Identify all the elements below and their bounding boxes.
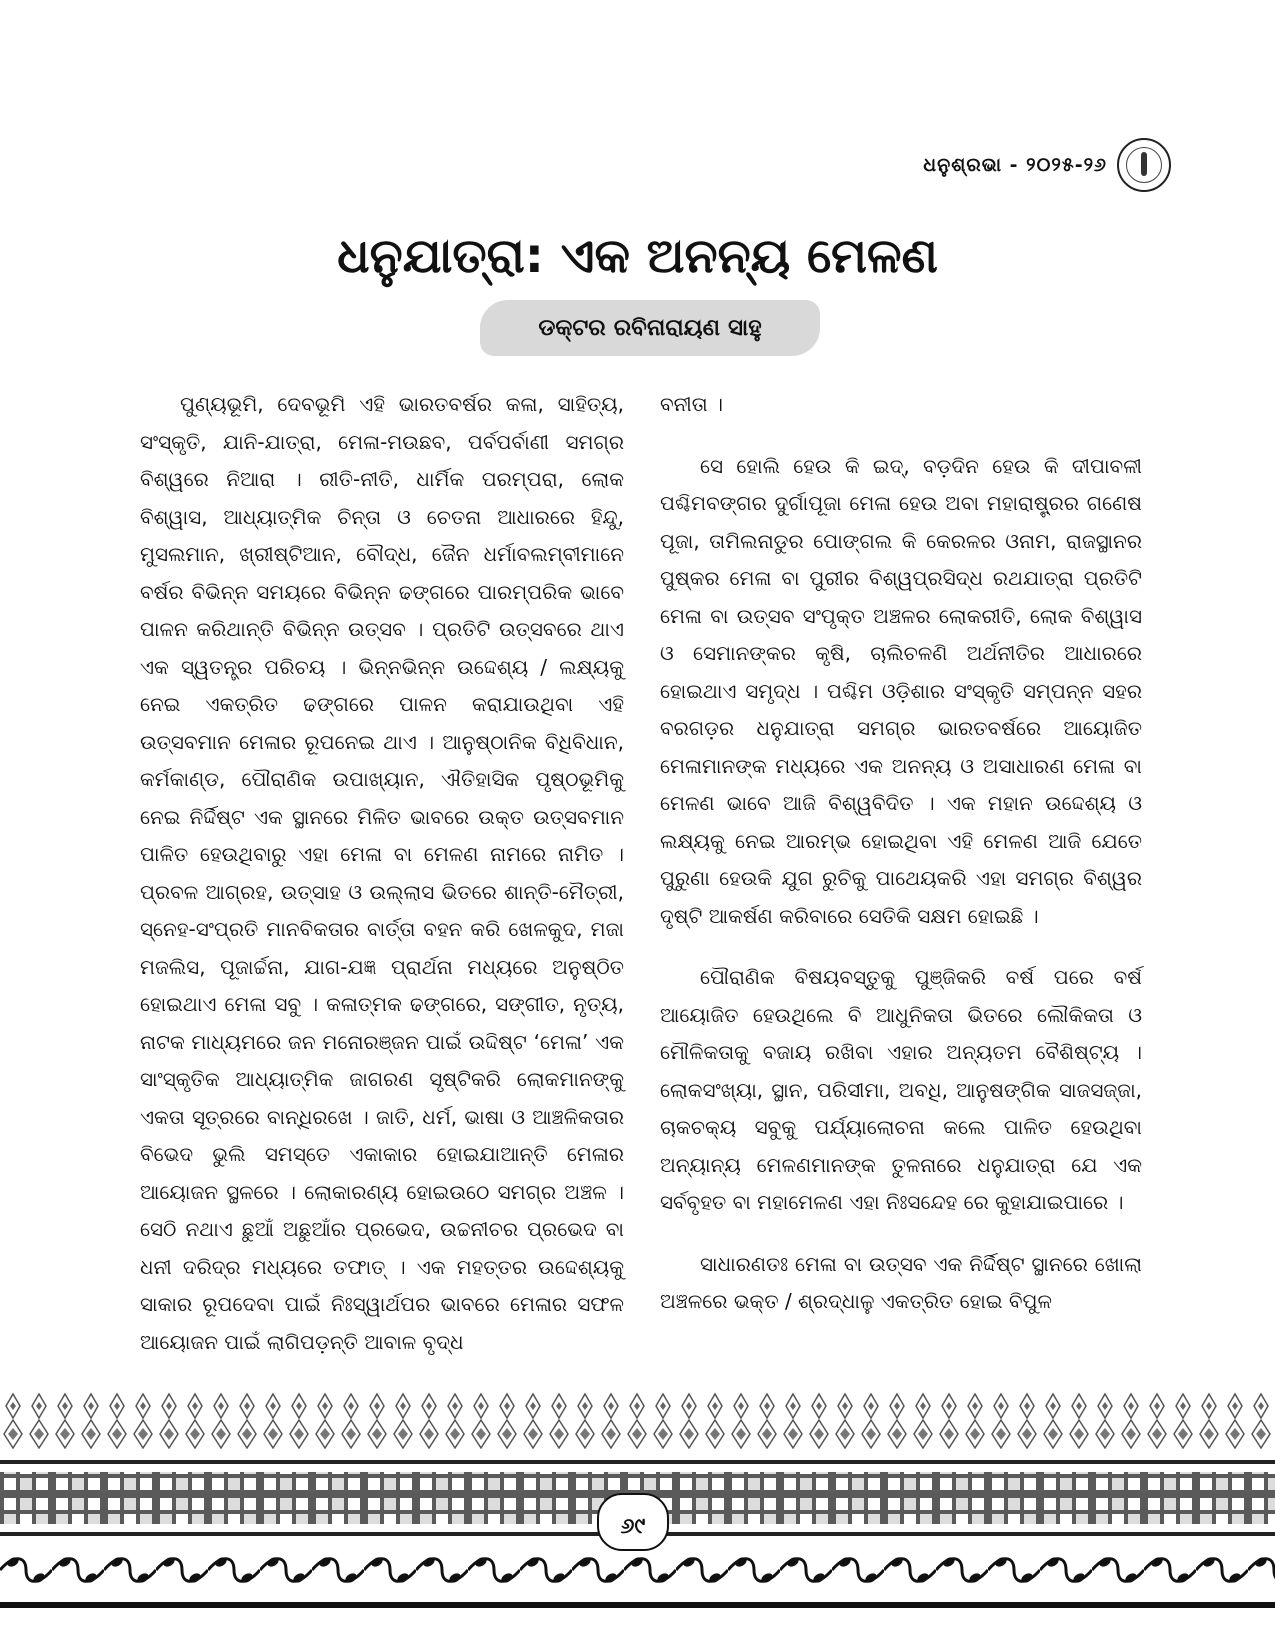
page-number: ୬୯ — [620, 1513, 646, 1539]
article-title: ଧନୁଯାତ୍ରା: ଏକ ଅନନ୍ୟ ମେଳଣ — [337, 228, 938, 284]
paragraph: ପୌରାଣିକ ବିଷୟବସ୍ତୁକୁ ପୁଞ୍ଜିକରି ବର୍ଷ ପରେ ବର୍ଷ ଆୟୋଜିତ ହେଉଥିଲେ ବି ଆଧୁନିକତା ଭିତରେ ଲୌକିକତା ଓ ମୌଳିକତାକୁ ବଜାୟ ରଖିବା ଏହାର ଅନ୍ୟତମ ବୈଶିଷ୍ଟ୍ୟ । ଲୋକସଂଖ୍ୟା, ସ୍ଥାନ, ପରିସୀମା, ଅବଧି, ଆନୁଷଙ୍ଗିକ ସାଜସଜ୍ଜା, ଚାକଚକ୍ୟ ସବୁକୁ ପର୍ଯ୍ୟାଲୋଚନା କଲେ ପାଳିତ ହେଉଥିବା ଅନ୍ୟାନ୍ୟ ମେଳଣମାନଙ୍କ ତୁଳନାରେ ଧନୁଯାତ୍ରା ଯେ ଏକ ସର୍ବବୃହତ ବା ମହାମେଳଣ ଏହା ନିଃସନ୍ଦେହ ରେ କୁହାଯାଇପାରେ । — [660, 965, 1142, 1214]
running-title: ଧନୁଶ୍ରଭା - ୨୦୨୫-୨୬ — [923, 154, 1107, 176]
paragraph: ସେ ହୋଲି ହେଉ କି ଇଦ୍, ବଡ଼ଦିନ ହେଉ କି ଦୀପାବଳୀ ପଶ୍ଚିମବଙ୍ଗର ଦୁର୍ଗାପୂଜା ମେଳା ହେଉ ଅବା ମହାରାଷ୍ଟ୍ରର ଗଣେଷ ପୂଜା, ତାମିଲନାଡୁର ପୋଙ୍ଗଲ କି କେରଳର ଓନାମ, ରାଜସ୍ଥାନର ପୁଷ୍କର ମେଳା ବା ପୁରୀର ବିଶ୍ୱପ୍ରସିଦ୍ଧ ରଥଯାତ୍ରା ପ୍ରତିଟି ମେଳା ବା ଉତ୍ସବ ସଂପୃକ୍ତ ଅଞ୍ଚଳର ଲୋକରୀତି, ଲୋକ ବିଶ୍ୱାସ ଓ ସେମାନଙ୍କର କୃଷି, ଚାଲିଚଳଣି ଅର୍ଥନୀତିର ଆଧାରରେ ହୋଇଥାଏ ସମୃଦ୍ଧ । ପଶ୍ଚିମ ଓଡ଼ିଶାର ସଂସ୍କୃତି ସମ୍ପନ୍ନ ସହର ବରଗଡ଼ର ଧନୁଯାତ୍ରା ସମଗ୍ର ଭାରତବର୍ଷରେ ଆୟୋଜିତ ମେଳାମାନଙ୍କ ମଧ୍ୟରେ ଏକ ଅନନ୍ୟ ଓ ଅସାଧାରଣ ମେଳା ବା ମେଳଣ ଭାବେ ଆଜି ବିଶ୍ୱବିଦିତ । ଏକ ମହାନ ଉଦ୍ଦେଶ୍ୟ ଓ ଲକ୍ଷ୍ୟକୁ ନେଇ ଆରମ୍ଭ ହୋଇଥିବା ଏହି ମେଳଣ ଆଜି ଯେତେ ପୁରୁଣା ହେଉକି ଯୁଗ ରୁଚିକୁ ପାଥେୟକରି ଏହା ସମଗ୍ର ବିଶ୍ୱର ଦୃଷ୍ଟି ଆକର୍ଷଣ କରିବାରେ ସେତିକି ସକ୍ଷମ ହୋଇଛି । — [660, 453, 1142, 928]
left-column — [140, 386, 624, 1361]
author-badge — [480, 300, 820, 356]
right-column — [660, 386, 1142, 1321]
paragraph: ସାଧାରଣତଃ ମେଳା ବା ଉତ୍ସବ ଏକ ନିର୍ଦ୍ଦିଷ୍ଟ ସ୍ଥାନରେ ଖୋଲା ଅଞ୍ଚଳରେ ଭକ୍ତ / ଶ୍ରଦ୍ଧାଳୁ ଏକତ୍ରିତ ହୋଇ ବିପୁଳ — [660, 1251, 1142, 1313]
seal-icon — [1117, 138, 1171, 192]
author-name: ଡକ୍ଟର ରବିନାରାୟଣ ସାହୁ — [538, 315, 762, 341]
running-header — [923, 138, 1171, 192]
paragraph: ବନୀତା । — [660, 392, 724, 416]
paragraph: ପୁଣ୍ୟଭୂମି, ଦେବଭୂମି ଏହି ଭାରତବର୍ଷର କଳା, ସାହିତ୍ୟ, ସଂସ୍କୃତି, ଯାନି-ଯାତ୍ରା, ମେଳା-ମଉଛବ, ପର୍ବପର୍ବାଣୀ ସମଗ୍ର ବିଶ୍ୱରେ ନିଆରା । ରୀତି-ନୀତି, ଧାର୍ମିକ ପରମ୍ପରା, ଲୋକ ବିଶ୍ୱାସ, ଆଧ୍ୟାତ୍ମିକ ଚିନ୍ତା ଓ ଚେତନା ଆଧାରରେ ହିନ୍ଦୁ, ମୁସଲମାନ, ଖ୍ରୀଷ୍ଟିଆନ, ବୌଦ୍ଧ, ଜୈନ ଧର୍ମାବଲମ୍ବୀମାନେ ବର୍ଷର ବିଭିନ୍ନ ସମୟରେ ବିଭିନ୍ନ ଢଙ୍ଗରେ ପାରମ୍ପରିକ ଭାବେ ପାଳନ କରିଥାନ୍ତି ବିଭିନ୍ନ ଉତ୍ସବ । ପ୍ରତିଟି ଉତ୍ସବରେ ଥାଏ ଏକ ସ୍ୱତନ୍ତ୍ର ପରିଚୟ । ଭିନ୍ନଭିନ୍ନ ଉଦ୍ଦେଶ୍ୟ / ଲକ୍ଷ୍ୟକୁ ନେଇ ଏକତ୍ରିତ ଢଙ୍ଗରେ ପାଳନ କରାଯାଉଥିବା ଏହି ଉତ୍ସବମାନ ମେଳାର ରୂପନେଇ ଥାଏ । ଆନୁଷ୍ଠାନିକ ବିଧିବିଧାନ, କର୍ମକାଣ୍ଡ, ପୌରାଣିକ ଉପାଖ୍ୟାନ, ଐତିହାସିକ ପୃଷ୍ଠଭୂମିକୁ ନେଇ ନିର୍ଦ୍ଦିଷ୍ଟ ଏକ ସ୍ଥାନରେ ମିଳିତ ଭାବରେ ଉକ୍ତ ଉତ୍ସବମାନ ପାଳିତ ହେଉଥିବାରୁ ଏହା ମେଳା ବା ମେଳଣ ନାମରେ ନାମିତ । ପ୍ରବଳ ଆଗ୍ରହ, ଉତ୍ସାହ ଓ ଉଲ୍ଲାସ ଭିତରେ ଶାନ୍ତି-ମୈତ୍ରୀ, ସ୍ନେହ-ସଂପ୍ରତି ମାନବିକତାର ବାର୍ତ୍ତା ବହନ କରି ଖେଳକୁଦ, ମଜା ମଜଲିସ, ପୂଜାର୍ଚ୍ଚନା, ଯାଗ-ଯଜ୍ଞ ପ୍ରାର୍ଥନା ମଧ୍ୟରେ ଅନୁଷ୍ଠିତ ହୋଇଥାଏ ମେଳା ସବୁ । କଳାତ୍ମକ ଢଙ୍ଗରେ, ସଙ୍ଗୀତ, ନୃତ୍ୟ, ନାଟକ ମାଧ୍ୟମରେ ଜନ ମନୋରଞ୍ଜନ ପାଇଁ ଉଦ୍ଦିଷ୍ଟ ‘ମେଳା’ ଏକ ସାଂସ୍କୃତିକ ଆଧ୍ୟାତ୍ମିକ ଜାଗରଣ ସୃଷ୍ଟିକରି ଲୋକମାନଙ୍କୁ ଏକତା ସୂତ୍ରରେ ବାନ୍ଧିରଖେ । ଜାତି, ଧର୍ମ, ଭାଷା ଓ ଆଞ୍ଚଳିକତାର ବିଭେଦ ଭୁଲି ସମସ୍ତେ ଏକାକାର ହୋଇଯାଆନ୍ତି ମେଳାର ଆୟୋଜନ ସ୍ଥଳରେ । ଲୋକାରଣ୍ୟ ହୋଇଉଠେ ସମଗ୍ର ଅଞ୍ଚଳ । ସେଠି ନଥାଏ ଛୁଆଁ ଅଛୁଆଁର ପ୍ରଭେଦ, ଉଚ୍ଚନୀଚର ପ୍ରଭେଦ ବା ଧନୀ ଦରିଦ୍ର ମଧ୍ୟରେ ତଫାତ୍ । ଏକ ମହତ୍ତର ଉଦ୍ଦେଶ୍ୟକୁ ସାକାର ରୂପଦେବା ପାଇଁ ନିଃସ୍ୱାର୍ଥପର ଭାବରେ ମେଳାର ସଫଳ ଆୟୋଜନ ପାଇଁ ଲାଗିପଡ଼ନ୍ତି ଆବାଳ ବୃଦ୍ଧ — [140, 392, 624, 1354]
